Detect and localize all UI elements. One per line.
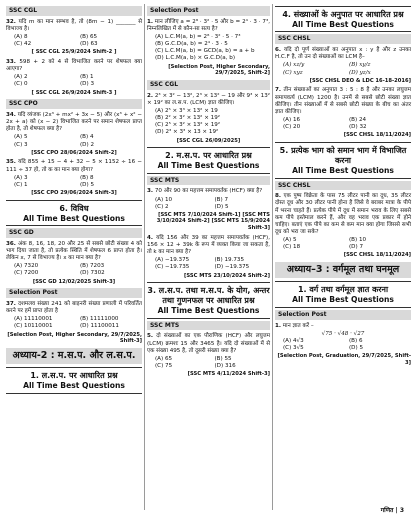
question-32-options: (A) 8 (B) 65 (C) 42 (D) 63	[14, 33, 98, 48]
question-8-options: (A) 5 (B) 10 (C) 18 (D) 7	[283, 237, 367, 251]
question-source: [SSC CHSL DEO & LDC 16-18-2016]	[309, 77, 411, 84]
question-3: 3. 70 और 90 का महत्तम समापवर्तक (HCF) क्या है?	[147, 188, 263, 195]
question-37: 37. दशमलव संख्या 241 को बाइनरी संख्या प्रणाली में परिवर्तित करने पर हमें प्राप्त होता है	[6, 300, 142, 315]
exam-label: SSC CGL	[6, 6, 142, 16]
exam-label: SSC GD	[6, 228, 142, 238]
question-36-options: (A) 7320 (B) 7203 (C) 7200 (D) 7302	[14, 263, 105, 277]
divider	[147, 282, 270, 283]
question-source: [ SSC CGL 26/9/2024 Shift-3 ]	[31, 89, 117, 96]
question-5-options: (A) 65 (B) 55 (C) 75 (D) 316	[155, 355, 236, 369]
divider	[6, 393, 142, 394]
question-source: [SSC CGL 26/09/2025]	[176, 137, 241, 144]
question-source: [SSC CPO 29/06/2024 Shift-3]	[31, 189, 117, 196]
question-7: 7. तीन संख्याओं का अनुपात 3 : 5 : 8 है और उनका लघुत्तम समापवर्त्य (LCM) 1200 है। उनमें से सबसे छोटी संख्या ज्ञात कीजिए। तीन संख्याओं में से सबसे छोटी संख्या के बीच का अंतर ज्ञात कीजिए।	[275, 87, 411, 115]
question-2-options: (A) 2⁵ × 3³ × 13² × 19 (B) 2² × 3² × 13² × 19² (C) 2⁵ × 3² × 13² × 19² (D) 2³ × 3³ × 13 × 19²	[155, 107, 221, 136]
column-2	[147, 4, 270, 381]
divider	[147, 147, 270, 148]
exam-label: Selection Post	[147, 6, 270, 16]
question-7-options: (A) 16 (B) 24 (C) 20 (D) 32	[283, 117, 367, 131]
chapter-heading: अध्याय-2 : म.स.प. और ल.स.प.	[6, 348, 142, 364]
question-4: 4. यदि 156 और 39 का महत्तम समापवर्तक (HCF), 156 × 12 + 39k के रूप में व्यक्त किया जा सकता है, तो k का मान क्या है?	[147, 234, 270, 256]
question-34: 34. यदि व्यंजक (2x³ + mx² + 3x − 5) और (x³ + x² − 2x + a) को (x − 2) विभाजित करने पर समान शेषफल प्राप्त होता है, तो शेषफल क्या है?	[6, 111, 143, 133]
question-1-options: (A) L.C.M(a, b) = 2⁸ · 3² · 5 · 7³ (B) G.C.D(a, b) = 2⁴ · 3 · 5 (C) L.C.M(a, b) = GCD(a, b) = a + b (D) L.C.M(a, b) × G.C.D(a, b)	[155, 33, 255, 62]
topic-heading: 1. वर्ग तथा वर्गमूल ज्ञात करना All Time Best Questions	[292, 285, 394, 305]
column-3	[275, 4, 411, 370]
math-expression: √75 · √48 · √27	[321, 330, 365, 337]
question-source: [SSC GD 12/02/2025 Shift-3]	[32, 278, 116, 285]
chapter-heading: अध्याय–3 : वर्गमूल तथा घनमूल	[275, 262, 411, 278]
question-35-options: (A) 3 (B) 8 (C) 1 (D) 5	[14, 174, 95, 188]
question-source: [SSC MTS 7/10/2024 Shift-1] [SSC MTS 3/10/2024 Shift-2] [SSC MTS 15/9/2024 Shift-3]	[156, 211, 270, 232]
question-8: 8. एक पुष्प विक्रेता के पास 75 लीटर पानी का दूध, 35 लीटर दोस्त दूध और 30 लीटर पानी होना है जिसे वे बराबर मात्रा के पीपे में भरना चाहते हैं। प्रत्येक पीपे में दूध में समान भराव के लिए सबसे कम पीपे इस्तेमाल करने हैं, और वह भराव एक प्रकार में होने चाहिए। बताएं एक पीपे का कम से कम मान क्या होगा जिससे सभी दूध को भरा जा सके?	[275, 193, 411, 235]
question-32: 32. यदि m का मान सम्भव है, तो (8m − 1) _______ से विभाज्य है।	[6, 18, 143, 32]
question-source: [SSC MTS 23/10/2024 Shift-2]	[183, 272, 270, 279]
question-37-options: (A) 11110001 (B) 11111000 (C) 10110001 (D) 11100011	[14, 316, 119, 330]
question-source: [ SSC CGL 25/9/2024 Shift-2 ]	[31, 49, 117, 56]
divider	[6, 367, 142, 368]
column-divider	[272, 4, 273, 510]
exam-label: SSC CHSL	[275, 34, 411, 44]
divider	[275, 281, 411, 282]
question-source: [SSC CPO 28/06/2024 Shift-2]	[31, 149, 117, 156]
divider	[275, 142, 411, 143]
exam-label: SSC CHSL	[275, 181, 411, 191]
question-source: [SSC CHSL 18/11/2024]	[343, 132, 411, 139]
divider	[275, 31, 411, 32]
question-33: 33. 598 + 2 को 4 से विभाजित करने पर शेषफल क्या आएगा?	[6, 58, 143, 73]
column-divider	[144, 4, 145, 510]
question-9: 1. मान ज्ञात करें –	[275, 322, 314, 329]
exam-label: Selection Post	[6, 288, 142, 298]
topic-heading: 6. विविध All Time Best Questions	[23, 203, 125, 223]
question-4-options: (A) −19.375 (B) 19.735 (C) −19.735 (D) −19.375	[155, 257, 250, 271]
question-33-options: (A) 2 (B) 1 (C) 0 (D) 3	[14, 74, 95, 88]
exam-label: SSC MTS	[147, 321, 270, 331]
question-5: 5. दो संख्याओं का एक पौराणिक (HCF) और लघुत्तम (LCM) क्रमशः 15 और 3465 है। यदि दो संख्याओं में से एक संख्या 495 है, तो दूसरी संख्या क्या है?	[147, 333, 270, 354]
divider	[147, 173, 270, 174]
column-1	[6, 4, 142, 396]
topic-heading: 5. प्रत्येक भाग को समान भाग में विभाजित करना All Time Best Questions	[279, 146, 407, 176]
page-number: गणित | 3	[380, 507, 404, 515]
exam-label: Selection Post	[275, 310, 411, 320]
question-1: 1. मान लीजिए a = 2⁸ · 3² · 5 और b = 2⁴ · 3 · 7³, निम्नलिखित में से कौन-सा सत्य है?	[147, 18, 270, 32]
question-source: [SSC CHSL 18/11/2024]	[343, 252, 411, 259]
topic-heading: 1. ल.स.प. पर आधारित प्रश्न All Time Best Questions	[23, 371, 125, 391]
question-source: [Selection Post, Graduation, 29/7/2025, Shift-3]	[277, 353, 411, 366]
divider	[275, 178, 411, 179]
question-35: 35. यदि 855 + 15 − 4 + 32 − 5 × 1152 ÷ 16 − 111 ÷ 37 हो, तो क का मान क्या होगा?	[6, 159, 143, 173]
question-source: [SSC MTS 4/11/2024 Shift-3]	[187, 371, 270, 378]
question-34-options: (A) 5 (B) 4 (C) 3 (D) 2	[14, 134, 95, 148]
question-6: 6. यदि दो पूर्ण संख्याओं का अनुपात x : y है और z उनका H.C.F है, तो उन दो संख्याओं का LCM है–	[275, 47, 411, 61]
question-source: [Selection Post, Higher Secondary, 29/7/2025, Shift-3]	[7, 331, 142, 345]
question-9-options: (A) 4√3 (B) 6 (C) 3√5 (D) 5	[283, 337, 364, 352]
topic-heading: 4. संख्याओं के अनुपात पर आधारित प्रश्न All Time Best Questions	[282, 10, 404, 29]
question-2: 2. 2³ × 3² − 13², 2³ × 13² − 19 और 9³ × 13² × 19² का ल.स.प. (LCM) ज्ञात कीजिए।	[147, 92, 270, 106]
topic-heading: 3. ल.स.प. तथा म.स.प. के योग, अन्तर तथा गुणनफल पर आधारित प्रश्न All Time Best Questions	[147, 286, 270, 316]
question-36: 36. अंक 8, 16, 18, 20 और 25 से सबसे छोटी संख्या 4 को भाग दिया जाता है, तो प्रत्येक स्थिति में शेषफल 6 प्राप्त होता है। लेकिन x, 7 से विभाज्य है। x का मान क्या है?	[6, 240, 142, 262]
exam-label: SSC MTS	[147, 176, 270, 186]
divider	[6, 225, 142, 226]
question-6-options: (A) xz/y (B) xy/z (C) xyz (D) yz/x	[283, 62, 371, 76]
divider	[147, 318, 270, 319]
question-3-options: (A) 10 (B) 7 (C) 2 (D) 5	[155, 196, 229, 210]
divider	[275, 307, 411, 308]
divider	[6, 200, 142, 201]
exam-label: SSC CPO	[6, 99, 142, 109]
exam-label: SSC CGL	[147, 80, 270, 90]
topic-heading: 2. म.स.प. पर आधारित प्रश्न All Time Best Questions	[157, 151, 260, 171]
divider	[275, 6, 411, 7]
question-source: [Selection Post, Higher Secondary, 29/7/2025, Shift-2]	[168, 63, 270, 77]
